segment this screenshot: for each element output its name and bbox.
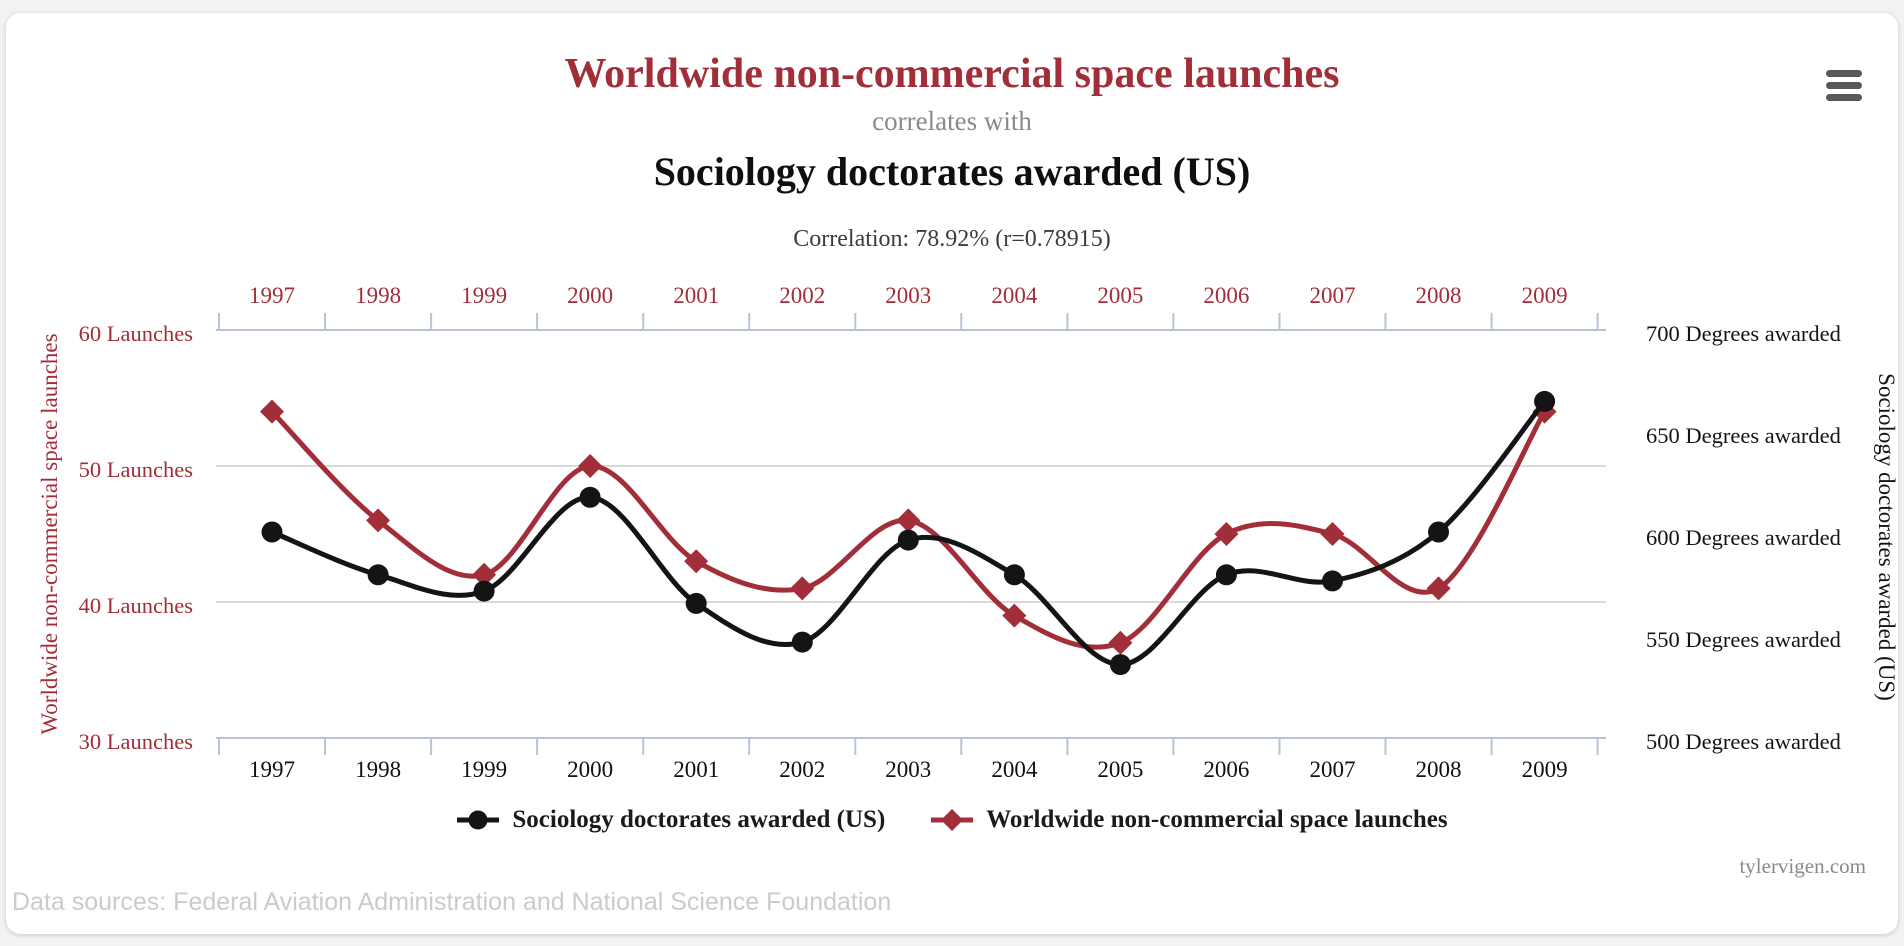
legend-label: Worldwide non-commercial space launches — [986, 806, 1448, 833]
data-point-sociology-doctorates-2003 — [898, 530, 919, 551]
legend-item-space-launches — [930, 806, 1447, 834]
top-year-label-2001: 2001 — [673, 283, 720, 308]
bottom-year-label-2004: 2004 — [991, 757, 1038, 782]
bottom-year-label-2001: 2001 — [673, 757, 720, 782]
data-point-sociology-doctorates-2002 — [792, 632, 813, 653]
data-point-sociology-doctorates-2008 — [1428, 522, 1449, 543]
legend-diamond-marker-icon — [930, 807, 974, 833]
correlates-with-label: correlates with — [872, 106, 1032, 136]
top-year-label-2006: 2006 — [1203, 283, 1250, 308]
left-axis-title: Worldwide non-commercial space launches — [37, 333, 62, 735]
top-year-label-1999: 1999 — [461, 283, 508, 308]
data-sources-note: Data sources: Federal Aviation Administration and National Science Foundation — [12, 888, 892, 916]
data-point-sociology-doctorates-1999 — [474, 581, 495, 602]
top-year-label-2005: 2005 — [1097, 283, 1144, 308]
bottom-year-label-2003: 2003 — [885, 757, 932, 782]
data-point-sociology-doctorates-1998 — [368, 564, 389, 585]
right-axis-title: Sociology doctorates awarded (US) — [1874, 373, 1899, 701]
data-point-sociology-doctorates-2007 — [1322, 570, 1343, 591]
data-point-sociology-doctorates-1997 — [262, 522, 283, 543]
bottom-year-label-2000: 2000 — [567, 757, 614, 782]
secondary-title: Sociology doctorates awarded (US) — [653, 149, 1251, 194]
top-year-label-2000: 2000 — [567, 283, 614, 308]
data-point-space-launches-2005 — [1108, 631, 1132, 655]
bottom-year-label-2006: 2006 — [1203, 757, 1250, 782]
top-year-label-1997: 1997 — [249, 283, 295, 308]
top-year-label-2007: 2007 — [1309, 283, 1356, 308]
right-axis-tick-label-600: 600 Degrees awarded — [1646, 525, 1841, 550]
top-year-label-2008: 2008 — [1415, 283, 1462, 308]
data-point-space-launches-2000 — [578, 454, 602, 478]
data-point-sociology-doctorates-2006 — [1216, 564, 1237, 585]
bottom-year-label-1998: 1998 — [355, 757, 402, 782]
legend-item-sociology — [456, 806, 885, 834]
chart-legend — [0, 806, 1904, 834]
top-year-label-2009: 2009 — [1521, 283, 1568, 308]
right-axis-tick-label-500: 500 Degrees awarded — [1646, 729, 1841, 754]
bottom-year-label-2002: 2002 — [779, 757, 826, 782]
watermark: tylervigen.com — [1739, 854, 1866, 878]
bottom-year-label-2007: 2007 — [1309, 757, 1356, 782]
bottom-year-label-1997: 1997 — [249, 757, 295, 782]
data-point-sociology-doctorates-2005 — [1110, 654, 1131, 675]
right-axis-tick-label-550: 550 Degrees awarded — [1646, 627, 1841, 652]
right-axis-tick-label-700: 700 Degrees awarded — [1646, 321, 1841, 346]
bottom-year-label-2005: 2005 — [1097, 757, 1144, 782]
legend-circle-marker-icon — [456, 807, 500, 833]
data-point-sociology-doctorates-2000 — [580, 487, 601, 508]
primary-title: Worldwide non-commercial space launches — [564, 51, 1340, 97]
left-axis-tick-label-60: 60 Launches — [78, 321, 193, 346]
right-axis-tick-label-650: 650 Degrees awarded — [1646, 423, 1841, 448]
bottom-year-label-2008: 2008 — [1415, 757, 1462, 782]
left-axis-tick-label-30: 30 Launches — [78, 729, 193, 754]
left-axis-tick-label-50: 50 Launches — [78, 457, 193, 482]
left-axis-tick-label-40: 40 Launches — [78, 593, 193, 618]
data-point-space-launches-2007 — [1321, 522, 1345, 546]
legend-label: Sociology doctorates awarded (US) — [512, 806, 886, 833]
bottom-year-label-2009: 2009 — [1521, 757, 1568, 782]
bottom-year-label-1999: 1999 — [461, 757, 508, 782]
top-year-label-2004: 2004 — [991, 283, 1038, 308]
data-point-space-launches-2003 — [896, 508, 920, 532]
top-year-label-2003: 2003 — [885, 283, 932, 308]
top-year-label-1998: 1998 — [355, 283, 402, 308]
top-year-label-2002: 2002 — [779, 283, 826, 308]
correlation-stat: Correlation: 78.92% (r=0.78915) — [793, 226, 1111, 252]
data-point-space-launches-2002 — [790, 576, 814, 600]
data-point-sociology-doctorates-2004 — [1004, 564, 1025, 585]
data-point-sociology-doctorates-2001 — [686, 593, 707, 614]
data-point-sociology-doctorates-2009 — [1534, 391, 1555, 412]
